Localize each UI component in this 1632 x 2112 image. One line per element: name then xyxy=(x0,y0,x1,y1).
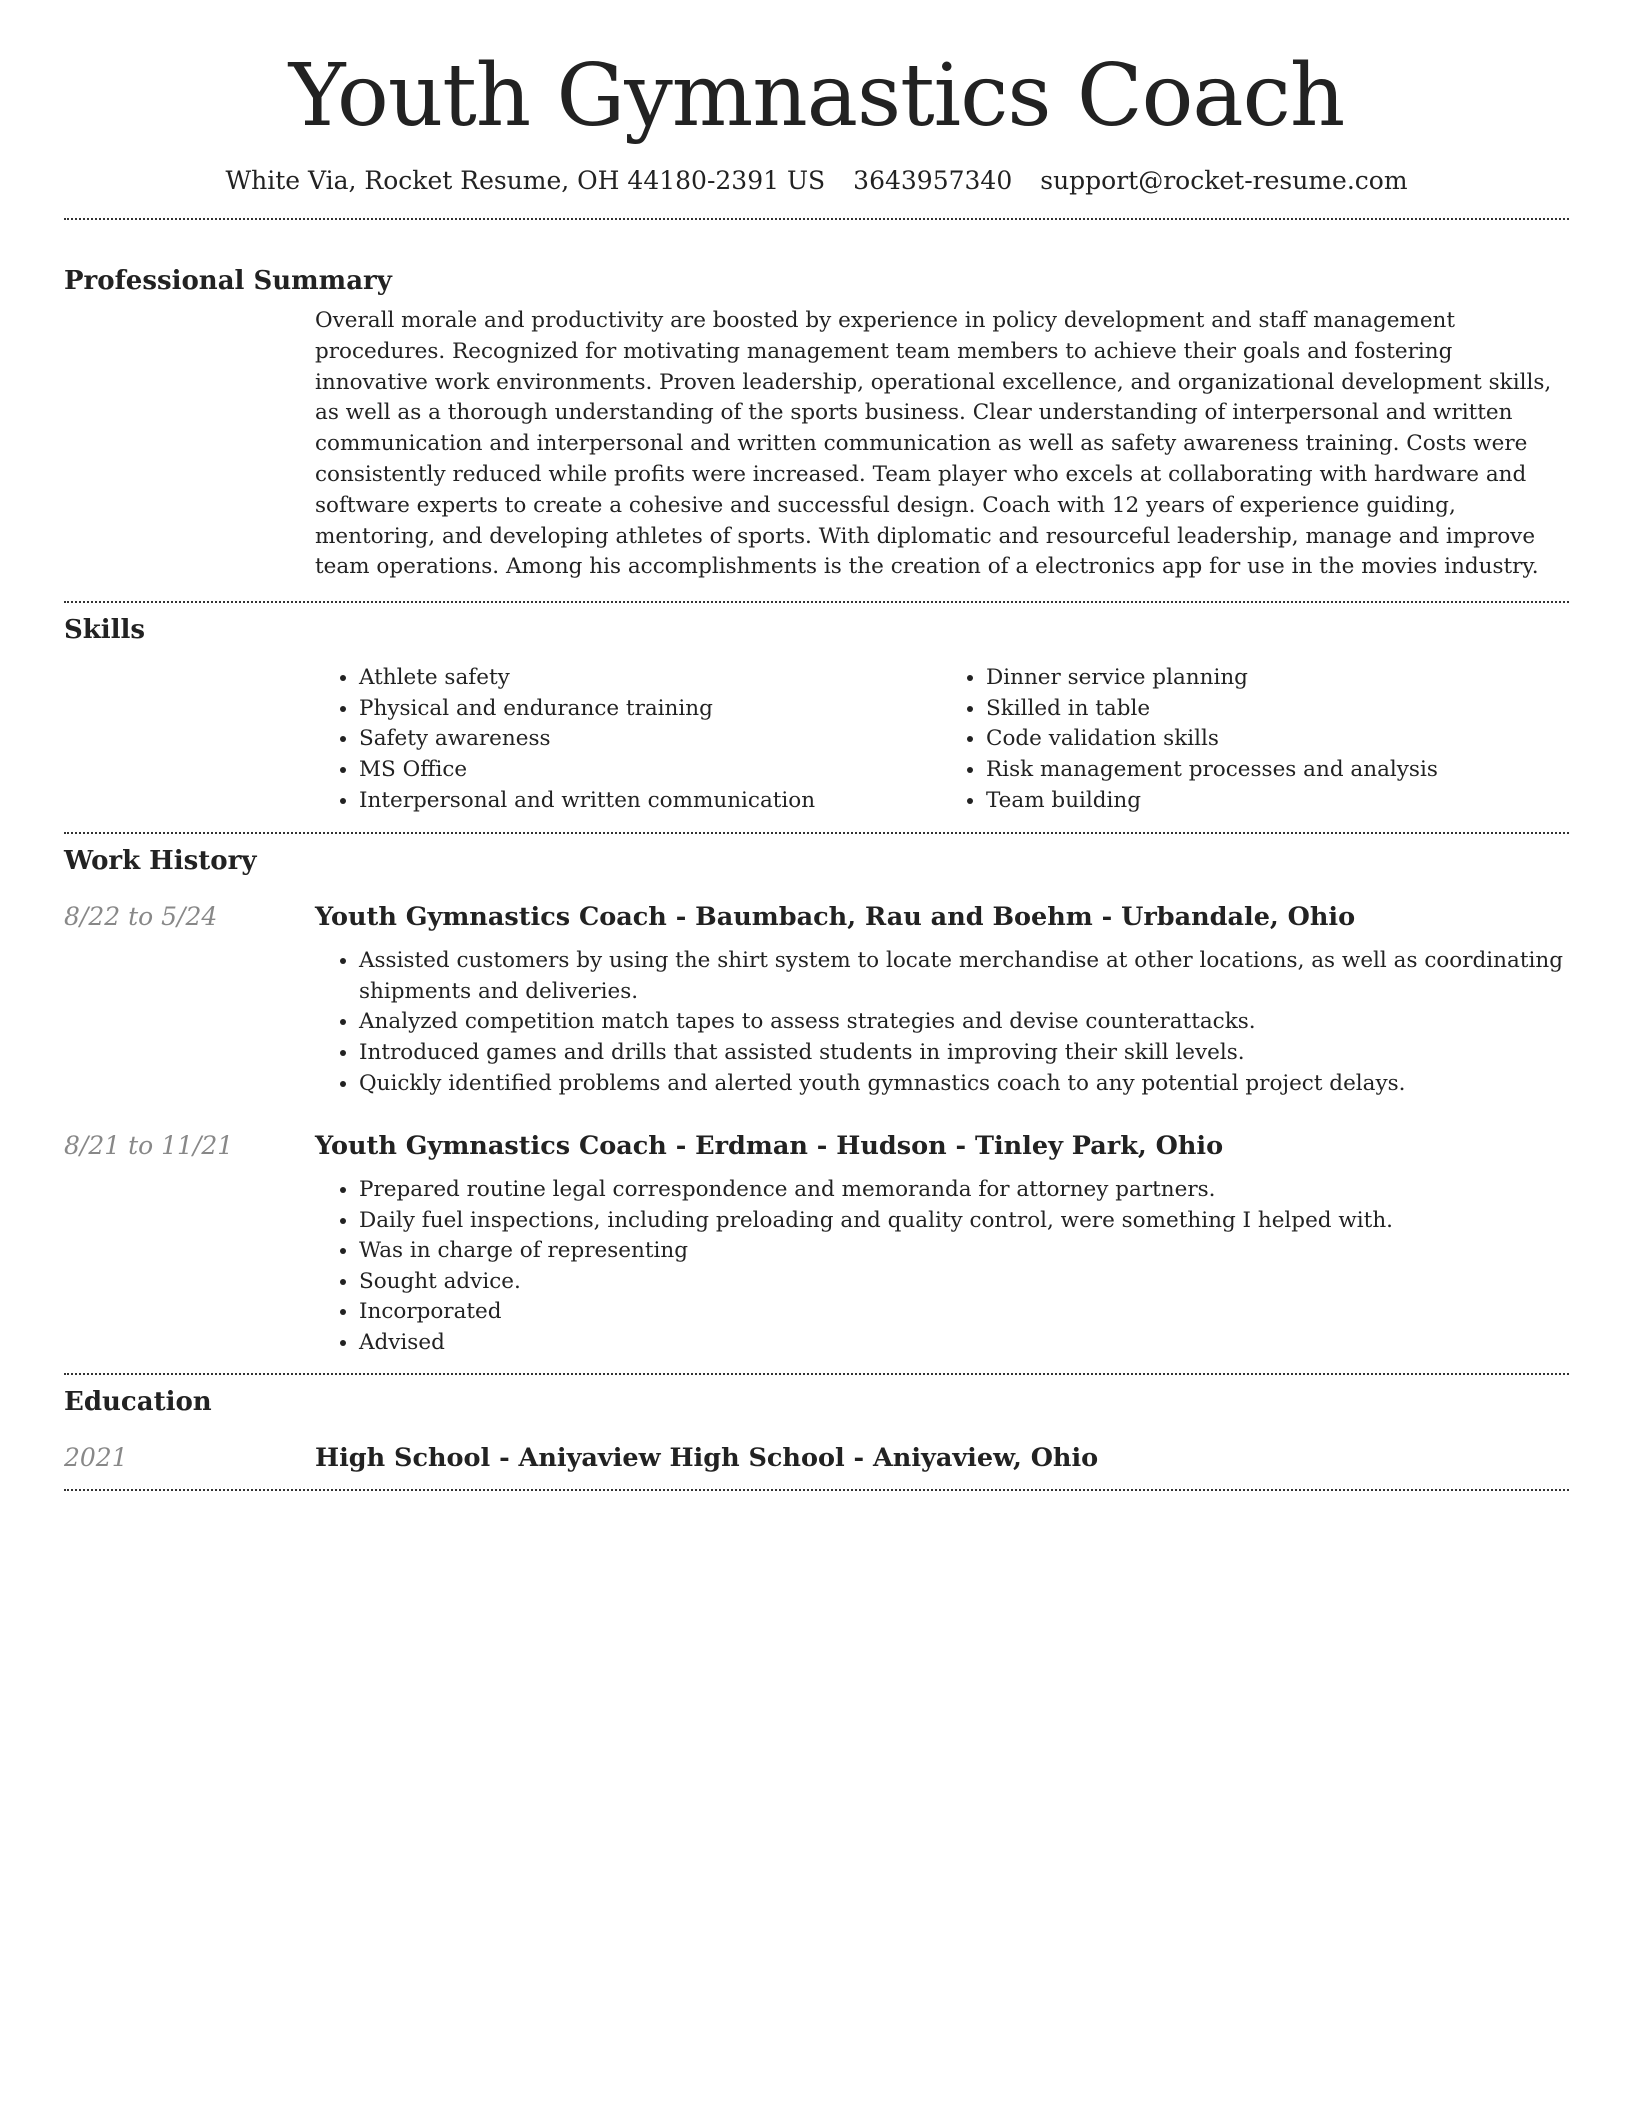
skills-title: Skills xyxy=(64,615,146,646)
divider xyxy=(64,1489,1569,1491)
job-bullet: • Was in charge of representing xyxy=(359,1236,1569,1267)
skill-item: • Code validation skills xyxy=(986,724,1569,755)
skill-item: • Risk management processes and analysis xyxy=(986,755,1569,786)
job-heading: Youth Gymnastics Coach - Baumbach, Rau and Boehm - Urbandale, Ohio xyxy=(315,902,1356,933)
skills-column-left xyxy=(315,663,942,816)
job-bullet: • Incorporated xyxy=(359,1297,1569,1328)
skill-item: • Physical and endurance training xyxy=(359,694,942,725)
education-heading: High School - Aniyaview High School - Aniyaview, Ohio xyxy=(315,1442,1099,1473)
job-entry xyxy=(64,900,1569,1099)
contact-address: White Via, Rocket Resume, OH 44180-2391 US xyxy=(225,166,826,195)
divider xyxy=(64,832,1569,834)
contact-line xyxy=(64,164,1569,198)
summary-title: Professional Summary xyxy=(64,266,392,296)
education-year: 2021 xyxy=(64,1442,128,1472)
skill-item: • Athlete safety xyxy=(359,663,942,694)
skill-item: • Interpersonal and written communication xyxy=(359,786,942,817)
skills-column-right xyxy=(942,663,1569,816)
job-entry xyxy=(64,1129,1569,1359)
education-entry xyxy=(64,1441,1569,1475)
skill-item: • Dinner service planning xyxy=(986,663,1569,694)
job-bullet: • Quickly identified problems and alerted youth gymnastics coach to any potential project delays. xyxy=(359,1069,1569,1100)
contact-phone: 3643957340 xyxy=(853,166,1013,195)
education-title: Education xyxy=(64,1386,212,1417)
skill-item: • Team building xyxy=(986,786,1569,817)
job-bullet: • Advised xyxy=(359,1328,1569,1359)
job-heading: Youth Gymnastics Coach - Erdman - Hudson - Tinley Park, Ohio xyxy=(315,1131,1224,1162)
summary-text: Overall morale and productivity are boosted by experience in policy development and staff management procedures. Recognized for motivating management team members to achieve their goals and fostering innovative work environments. Proven leadership, operational excellence, and organizational development skills, as well as a thorough understanding of the sports business. Clear understanding of interpersonal and written communication and interpersonal and written communication as well as safety awareness training. Costs were consistently reduced while profits were increased. Team player who excels at collaborating with hardware and software experts to create a cohesive and successful design. Coach with 12 years of experience guiding, mentoring, and developing athletes of sports. With diplomatic and resourceful leadership, manage and improve team operations. Among his accomplishments is the creation of a electronics app for use in the movies industry. xyxy=(315,308,1552,580)
job-bullet: • Assisted customers by using the shirt system to locate merchandise at other locations, as well as coordinating shipments and deliveries. xyxy=(359,946,1569,1007)
job-bullet: • Introduced games and drills that assisted students in improving their skill levels. xyxy=(359,1038,1569,1069)
job-bullet: • Analyzed competition match tapes to assess strategies and devise counterattacks. xyxy=(359,1007,1569,1038)
skill-item: • Safety awareness xyxy=(359,724,942,755)
divider xyxy=(64,1373,1569,1375)
resume-name: Youth Gymnastics Coach xyxy=(288,46,1345,146)
job-bullets xyxy=(315,1175,1569,1359)
divider xyxy=(64,218,1569,220)
divider xyxy=(64,601,1569,603)
work-title: Work History xyxy=(64,846,257,877)
skills-list xyxy=(315,663,1569,816)
skill-item: • Skilled in table xyxy=(986,694,1569,725)
job-dates: 8/22 to 5/24 xyxy=(64,902,218,932)
skill-item: • MS Office xyxy=(359,755,942,786)
resume-page xyxy=(64,0,1569,1491)
summary-block xyxy=(315,306,1569,583)
contact-email: support@rocket-resume.com xyxy=(1040,166,1408,195)
job-bullet: • Prepared routine legal correspondence and memoranda for attorney partners. xyxy=(359,1175,1569,1206)
job-bullets xyxy=(315,946,1569,1099)
job-bullet: • Sought advice. xyxy=(359,1267,1569,1298)
job-bullet: • Daily fuel inspections, including preloading and quality control, were something I helped with. xyxy=(359,1206,1569,1237)
job-dates: 8/21 to 11/21 xyxy=(64,1131,234,1161)
